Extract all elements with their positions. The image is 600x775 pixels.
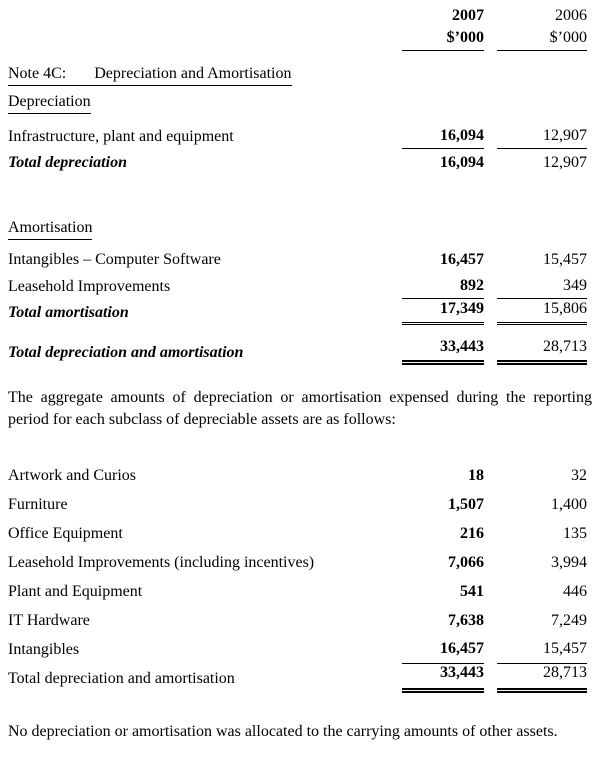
aggregate-paragraph: The aggregate amounts of depreciation or amortisation expensed during the reporting period for each subclass of depreciable assets are as follows: — [8, 389, 592, 428]
value-2006: 15,806 — [497, 299, 587, 325]
table-row — [8, 490, 587, 519]
value-2006: 28,713 — [497, 661, 587, 693]
value-2007: 16,457 — [402, 637, 484, 664]
value-2007: 7,066 — [448, 554, 484, 571]
row-label: Total depreciation — [8, 154, 127, 171]
row-label: Leasehold Improvements (including incentives) — [8, 554, 315, 571]
year-header-row — [8, 6, 587, 28]
value-2006: 15,457 — [543, 251, 587, 268]
table-row — [8, 250, 587, 272]
unit-2006-header: $’000 — [497, 28, 587, 51]
value-2007: 33,443 — [402, 337, 484, 365]
table-row — [8, 276, 587, 299]
value-2007: 1,507 — [448, 496, 484, 513]
row-label: Infrastructure, plant and equipment — [8, 128, 234, 145]
row-label: Plant and Equipment — [8, 583, 143, 600]
table-row — [8, 577, 587, 606]
depreciation-heading-row — [8, 91, 592, 114]
no-allocation-paragraph: No depreciation or amortisation was allocated to the carrying amounts of other assets. — [8, 723, 558, 740]
table-row — [8, 519, 587, 548]
spacer — [8, 26, 402, 28]
table-row — [8, 126, 587, 149]
note-title-row — [8, 63, 592, 86]
value-2006: 7,249 — [551, 612, 587, 629]
value-2007: 16,457 — [440, 251, 484, 268]
amortisation-heading: Amortisation — [8, 217, 92, 240]
year-2007-header: 2007 — [452, 7, 484, 24]
table-row — [8, 635, 587, 664]
table-row — [8, 606, 587, 635]
row-label: Intangibles – Computer Software — [8, 251, 221, 268]
row-label: Intangibles — [8, 641, 80, 658]
value-2007: 216 — [460, 525, 484, 542]
table-row-total — [8, 299, 587, 325]
row-label: Artwork and Curios — [8, 467, 136, 484]
row-label: Total amortisation — [8, 304, 129, 321]
value-2006: 12,907 — [497, 126, 587, 149]
grand-total-row — [8, 337, 587, 365]
value-2007: 17,349 — [402, 299, 484, 325]
value-2006: 3,994 — [551, 554, 587, 571]
row-label: Furniture — [8, 496, 68, 513]
depreciation-heading: Depreciation — [8, 91, 91, 114]
note-number: Note 4C: — [8, 65, 67, 82]
value-2007: 18 — [468, 467, 484, 484]
row-label: Total depreciation and amortisation — [8, 344, 244, 361]
row-label: IT Hardware — [8, 612, 90, 629]
subclass-table — [8, 461, 592, 693]
value-2007: 7,638 — [448, 612, 484, 629]
table-row — [8, 548, 587, 577]
value-2006: 32 — [571, 467, 587, 484]
row-label: Total depreciation and amortisation — [8, 670, 235, 687]
value-2007: 16,094 — [402, 126, 484, 149]
value-2006: 28,713 — [497, 337, 587, 365]
value-2006: 12,907 — [543, 154, 587, 171]
unit-header-row — [8, 28, 587, 51]
table-row — [8, 461, 587, 490]
row-label: Leasehold Improvements — [8, 278, 171, 295]
value-2006: 446 — [563, 583, 587, 600]
note-title — [8, 63, 292, 86]
unit-2007-header: $’000 — [402, 28, 484, 51]
value-2006: 1,400 — [551, 496, 587, 513]
table-row-total — [8, 153, 587, 175]
spacer — [8, 49, 402, 51]
amortisation-heading-row — [8, 217, 592, 240]
row-label: Office Equipment — [8, 525, 123, 542]
value-2007: 892 — [402, 276, 484, 299]
value-2007: 16,094 — [440, 154, 484, 171]
value-2006: 349 — [497, 276, 587, 299]
value-2007: 33,443 — [402, 661, 484, 693]
note-title-text: Depreciation and Amortisation — [94, 65, 292, 82]
value-2006: 15,457 — [497, 637, 587, 664]
table-row-total — [8, 664, 587, 693]
year-2006-header: 2006 — [555, 7, 587, 24]
value-2007: 541 — [460, 583, 484, 600]
value-2006: 135 — [563, 525, 587, 542]
